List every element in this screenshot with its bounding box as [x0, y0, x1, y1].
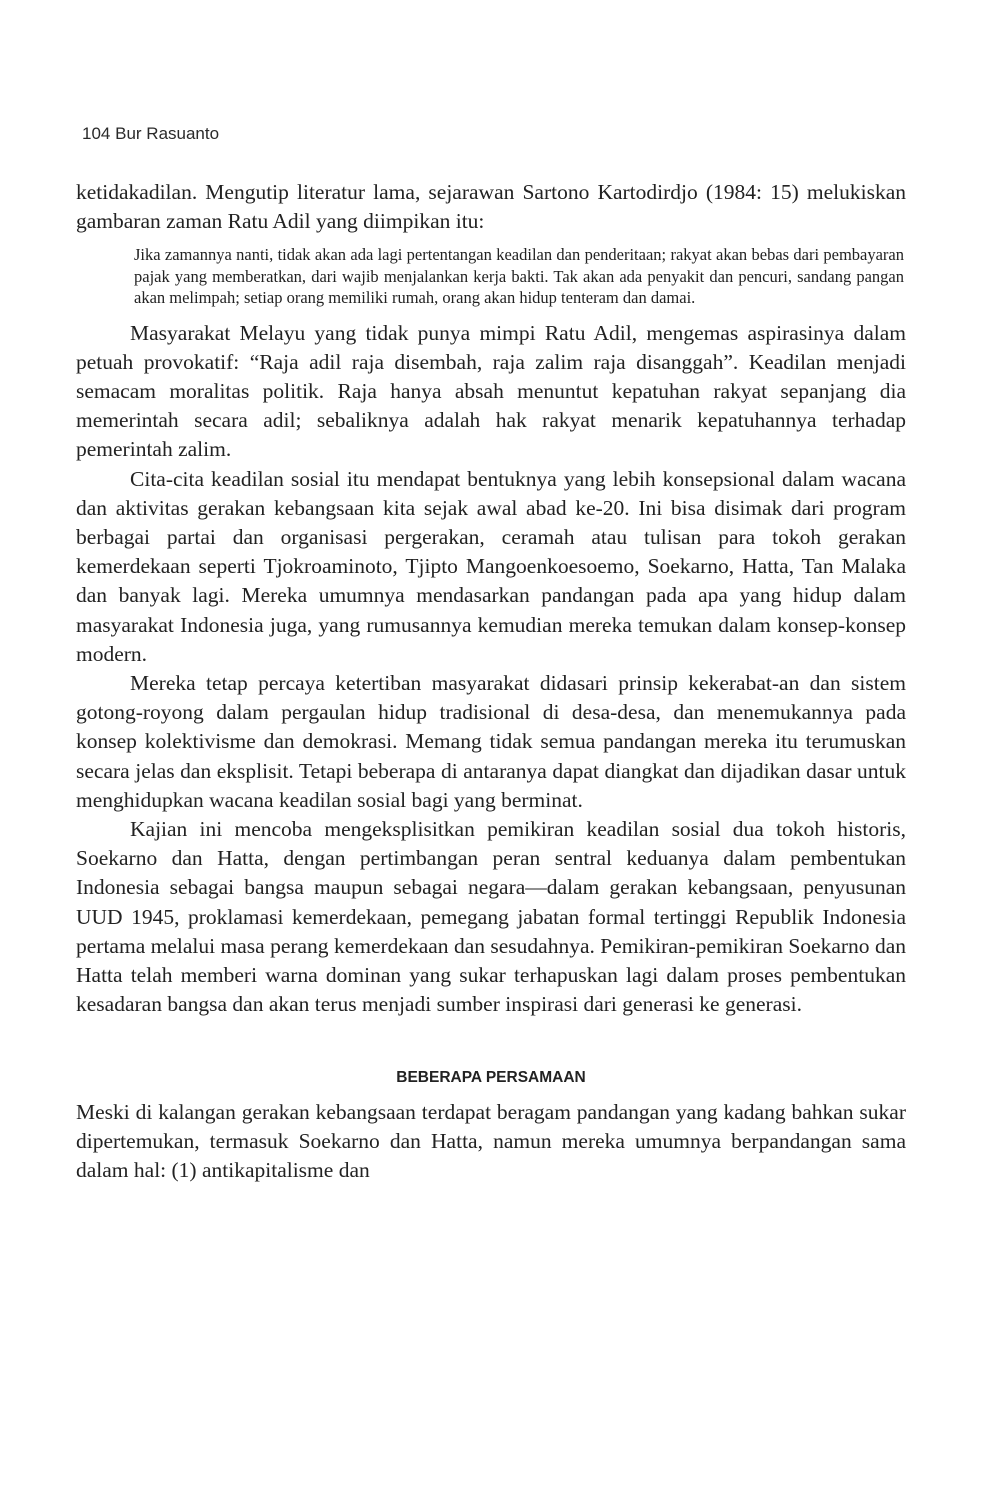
running-head — [82, 124, 219, 144]
section-heading: BEBERAPA PERSAMAAN — [396, 1068, 586, 1086]
page-number: 104 — [82, 124, 111, 143]
paragraph-continuation: ketidakadilan. Mengutip literatur lama, sejarawan Sartono Kartodirdjo (1984: 15) melukiskan gambaran zaman Ratu Adil yang diimpikan itu: — [76, 180, 906, 234]
paragraph-social-justice: Cita-cita keadilan sosial itu mendapat bentuknya yang lebih konsepsional dalam wacana dan aktivitas gerakan kebangsaan kita sejak awal abad ke-20. Ini bisa disimak dari program berbagai partai dan organisasi pergerakan, ceramah atau tulisan para tokoh gerakan kemerdekaan seperti Tjokroaminoto, Tjipto Mangoenkoesoemo, Soekarno, Hatta, Tan Malaka dan banyak lagi. Mereka umumnya mendasarkan pandangan pada apa yang hidup dalam masyarakat Indonesia juga, yang rumusannya kemudian mereka temukan dalam konsep-konsep modern. — [76, 466, 906, 666]
body-text — [76, 178, 906, 1185]
paragraph-gotong-royong: Mereka tetap percaya ketertiban masyarakat didasari prinsip kekerabat-an dan sistem gotong-royong dalam pergaulan hidup tradisional di desa-desa, dan menemukannya pada konsep kolektivisme dan demokrasi. Memang tidak semua pandangan mereka itu terumuskan secara jelas dan eksplisit. Tetapi beberapa di antaranya dapat diangkat dan dijadikan dasar untuk menghidupkan wacana keadilan sosial bagi yang berminat. — [76, 671, 906, 812]
paragraph-study-scope: Kajian ini mencoba mengeksplisitkan pemikiran keadilan sosial dua tokoh historis, Soekarno dan Hatta, dengan pertimbangan peran sentral keduanya dalam pembentukan Indonesia sebagai bangsa maupun sebagai negara—dalam gerakan kebangsaan, penyusunan UUD 1945, proklamasi kemerdekaan, pemegang jabatan formal tertinggi Republik Indonesia pertama melalui masa perang kemerdekaan dan sesudahnya. Pemikiran-pemikiran Soekarno dan Hatta telah memberi warna dominan yang sukar terhapuskan lagi dalam proses pembentukan kesadaran bangsa dan akan terus menjadi sumber inspirasi dari generasi ke generasi. — [76, 817, 906, 1017]
paragraph-malay-proverb: Masyarakat Melayu yang tidak punya mimpi Ratu Adil, mengemas aspirasinya dalam petuah provokatif: “Raja adil raja disembah, raja zalim raja disanggah”. Keadilan menjadi semacam moralitas politik. Raja hanya absah menuntut kepatuhan rakyat sepanjang dia memerintah secara adil; sebaliknya adalah hak rakyat menarik kepatuhannya terhadap pemerintah zalim. — [76, 320, 906, 462]
paragraph-similarities: Meski di kalangan gerakan kebangsaan terdapat beragam pandangan yang kadang bahkan sukar dipertemukan, termasuk Soekarno dan Hatta, namun mereka umumnya berpandangan sama dalam hal: (1) antikapitalisme dan — [76, 1099, 906, 1182]
block-quote: Jika zamannya nanti, tidak akan ada lagi pertentangan keadilan dan penderitaan; rakyat akan bebas dari pembayaran pajak yang memberatkan, dari wajib menjalankan kerja bakti. Tak akan ada penyakit dan pencuri, sandang pangan akan melimpah; setiap orang memiliki rumah, orang akan hidup tenteram dan damai. — [134, 245, 904, 308]
author-name: Bur Rasuanto — [115, 124, 220, 143]
